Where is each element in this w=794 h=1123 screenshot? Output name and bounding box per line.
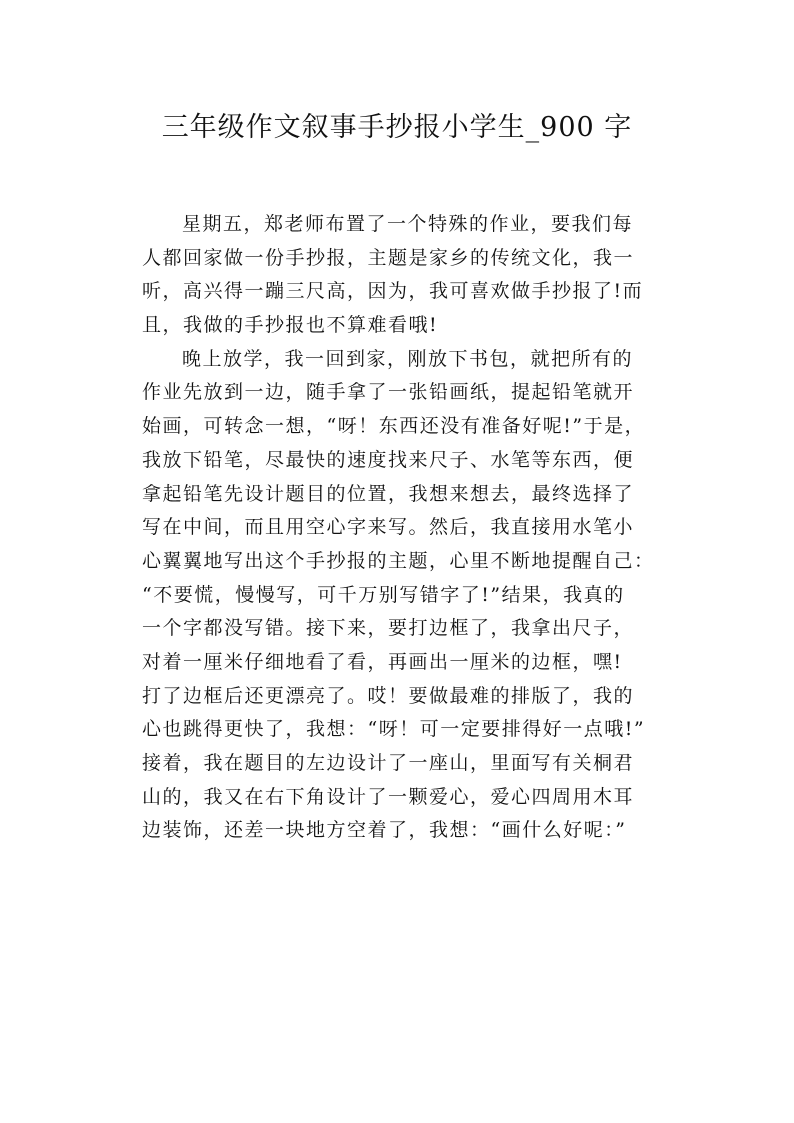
paragraph-2-line-1: 晚上放学，我一回到家，刚放下书包，就把所有的 [182, 347, 634, 370]
paragraph-1-line-4: 且，我做的手抄报也不算难看哦! [142, 314, 439, 337]
paragraph-2-line-2: 作业先放到一边，随手拿了一张铅画纸，提起铅笔就开 [142, 381, 635, 404]
paragraph-2-line-14: 山的，我又在右下角设计了一颗爱心，爱心四周用木耳 [142, 785, 635, 808]
paragraph-2-line-9: 一个字都没写错。接下来，要打边框了，我拿出尺子， [142, 617, 635, 640]
paragraph-2-line-3: 始画，可转念一想，“呀！东西还没有准备好呢!”于是， [142, 415, 646, 438]
paragraph-2-line-7: 心翼翼地写出这个手抄报的主题，心里不断地提醒自己： [142, 549, 655, 572]
document-title: 三年级作文叙事手抄报小学生_900 字 [161, 112, 633, 143]
paragraph-2-line-6: 写在中间，而且用空心字来写。然后，我直接用水笔小 [142, 516, 635, 539]
paragraph-2-line-15: 边装饰，还差一块地方空着了，我想：“画什么好呢：” [142, 819, 627, 842]
document-body [142, 208, 687, 848]
paragraph-2-line-5: 拿起铅笔先设计题目的位置，我想来想去，最终选择了 [142, 482, 635, 505]
paragraph-1-line-1: 星期五，郑老师布置了一个特殊的作业，要我们每 [182, 213, 634, 235]
paragraph-1-line-3: 听，高兴得一蹦三尺高，因为，我可喜欢做手抄报了!而 [142, 280, 644, 303]
paragraph-2-line-12: 心也跳得更快了，我想：“呀！可一定要排得好一点哦!” [142, 718, 646, 741]
paragraph-2-line-10: 对着一厘米仔细地看了看，再画出一厘米的边框，嘿! [142, 650, 623, 673]
paragraph-1-line-2: 人都回家做一份手抄报，主题是家乡的传统文化，我一 [142, 246, 635, 269]
paragraph-2-line-13: 接着，我在题目的左边设计了一座山，里面写有关桐君 [142, 752, 635, 774]
paragraph-2-line-11: 打了边框后还更漂亮了。哎！要做最难的排版了，我的 [142, 684, 635, 707]
paragraph-2-line-4: 我放下铅笔，尽最快的速度找来尺子、水笔等东西，便 [142, 448, 635, 471]
paragraph-2-line-8: “不要慌，慢慢写，可千万别写错字了!”结果，我真的 [142, 583, 625, 606]
